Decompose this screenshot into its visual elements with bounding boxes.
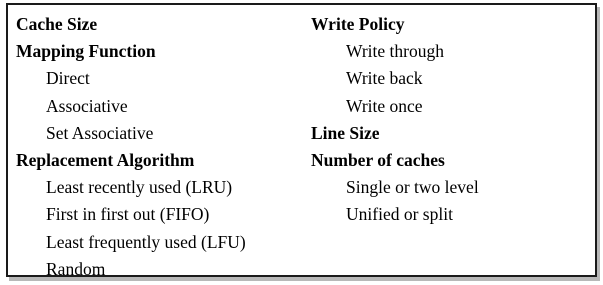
list-item-single-or-two-level: Single or two level <box>346 177 479 198</box>
list-item-random: Random <box>46 258 106 279</box>
list-item-set-associative: Set Associative <box>46 122 154 143</box>
heading-cache-size: Cache Size <box>16 14 98 34</box>
list-item-write-once: Write once <box>346 95 423 116</box>
heading-number-of-caches: Number of caches <box>311 149 445 170</box>
list-item-associative: Associative <box>46 95 128 116</box>
right-column <box>311 13 479 231</box>
list-item-lfu: Least frequently used (LFU) <box>46 231 246 252</box>
heading-mapping-function: Mapping Function <box>16 41 156 62</box>
left-column <box>16 13 246 285</box>
heading-write-policy: Write Policy <box>311 14 405 34</box>
list-item-write-through: Write through <box>346 41 444 62</box>
list-item-unified-or-split: Unified or split <box>346 204 453 225</box>
list-item-lru: Least recently used (LRU) <box>46 177 233 198</box>
list-item-direct: Direct <box>46 68 90 89</box>
list-item-write-back: Write back <box>346 68 423 89</box>
cache-design-elements-table <box>6 3 597 277</box>
heading-replacement-algorithm: Replacement Algorithm <box>16 149 195 170</box>
heading-line-size: Line Size <box>311 122 380 143</box>
list-item-fifo: First in first out (FIFO) <box>46 204 210 225</box>
